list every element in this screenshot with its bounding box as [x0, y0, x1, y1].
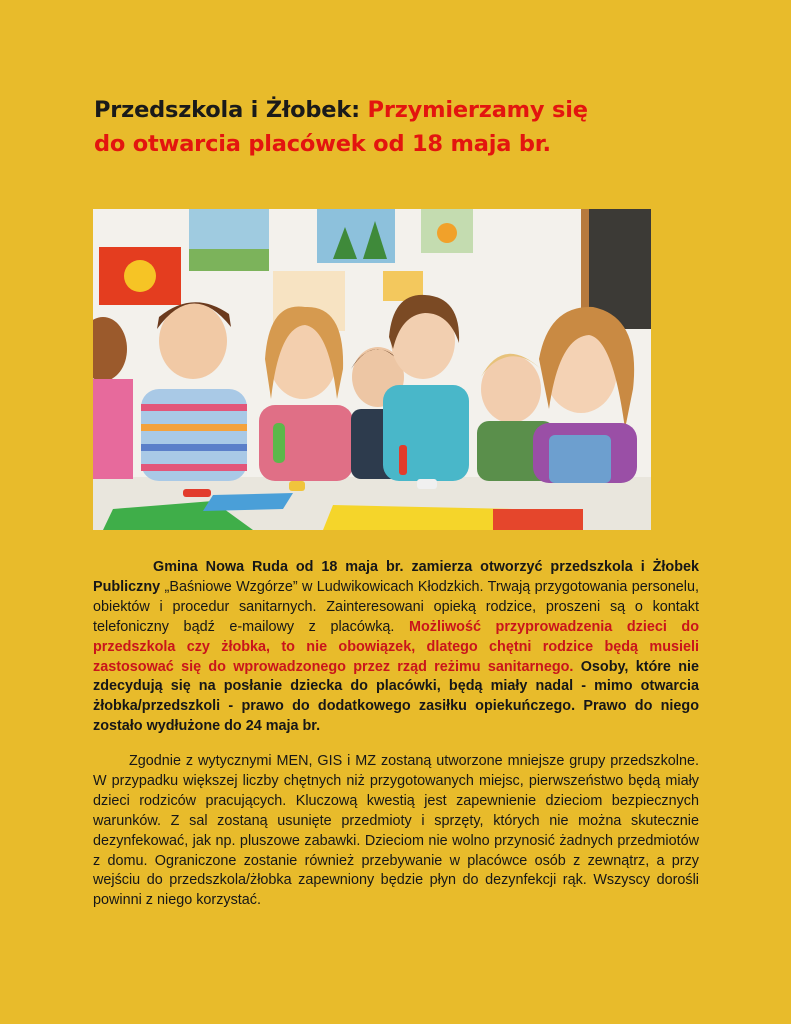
intro-normal-text: „Baśniowe Wzgórze” w Ludwikowicach Kłodzkich. Trwają przygotowania personelu, obiektów i procedur sanitarnych. Zainteresowani opieką rodzice, proszeni są o kontakt telefoniczny bądź e-mailowy z placówką. — [93, 578, 699, 635]
guidelines-text: Zgodnie z wytycznymi MEN, GIS i MZ zostaną utworzone mniejsze grupy przedszkolne. W przypadku większej liczby chętnych niż przygotowanych miejsc, pierwszeństwo będą miały dzieci rodziców pracujących. Kluczową kwestią jest zapewnienie dzieciom bezpiecznych warunków. Z sal zostaną usunięte przedmioty i sprzęty, których nie można skutecznie dezynfekować, jak np. pluszowe zabawki. Dzieciom nie wolno przynosić żadnych przedmiotów z domu. Ograniczone zostanie również przebywanie w placówce osób z zewnątrz, a przy wejściu do przedszkola/żłobka zapewniony będzie płyn do dezynfekcji rąk. Wszyscy dorośli powinni z niego korzystać. — [93, 753, 699, 909]
intro-red-text: Możliwość przyprowadzenia dzieci do przedszkola czy żłobka, to nie obowiązek, dlatego chętni rodzice będą musieli zastosować się do wprowadzonego przez rząd reżimu sanitarnego. — [93, 618, 699, 675]
children-photo-illustration — [93, 209, 651, 530]
title-red-part-line1: Przymierzamy się — [367, 97, 588, 123]
children-photo — [93, 209, 651, 530]
intro-bold-ending-text: Osoby, które nie zdecydują się na posłanie dziecka do placówki, będą miały nadal - mimo otwarcia żłobka/przedszkoli - prawo do dodatkowego zasiłku opiekuńczego. Prawo do niego zostało wydłużone do 24 maja br. — [93, 658, 699, 735]
paragraph-intro — [93, 558, 699, 737]
intro-bold-text: Gmina Nowa Ruda od 18 maja br. zamierza otworzyć przedszkola i Żłobek Publiczny — [93, 559, 699, 595]
page-title — [94, 93, 714, 161]
paragraph-guidelines — [93, 752, 699, 911]
title-black-part: Przedszkola i Żłobek: — [94, 97, 360, 123]
title-red-part-line2: do otwarcia placówek od 18 maja br. — [94, 131, 551, 157]
